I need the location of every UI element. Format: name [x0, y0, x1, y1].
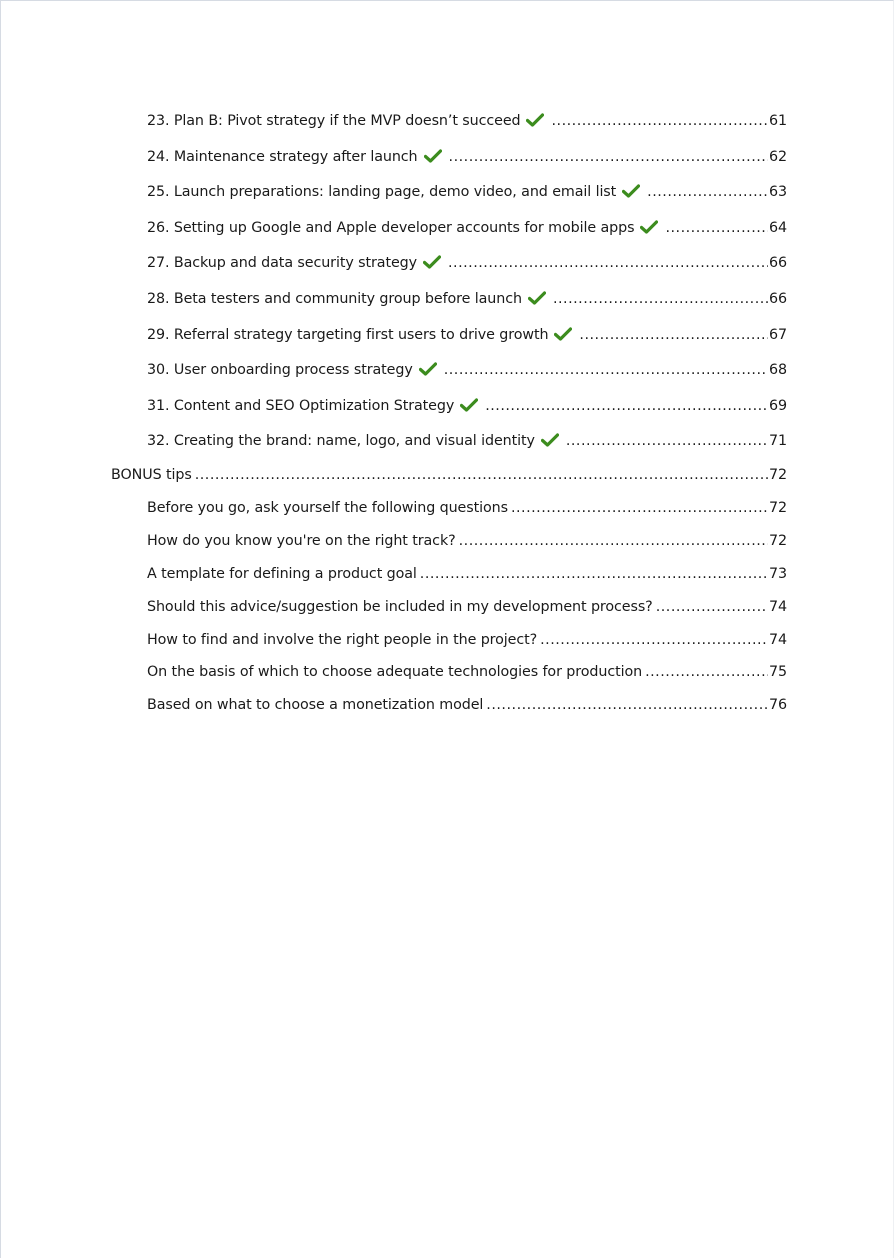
dot-leader	[540, 632, 768, 648]
toc-entry[interactable]	[111, 182, 787, 218]
dot-leader	[485, 398, 768, 414]
toc-page-number: 74	[769, 631, 787, 648]
toc-entry-title: 30. User onboarding process strategy	[147, 362, 413, 379]
dot-leader	[656, 599, 768, 615]
check-mark-icon	[423, 255, 441, 269]
toc-section-bonus-tips[interactable]	[111, 467, 787, 500]
toc-page-number: 72	[769, 532, 787, 549]
toc-page-number: 72	[769, 499, 787, 516]
toc-entry[interactable]	[111, 325, 787, 361]
toc-page-number: 61	[769, 113, 787, 129]
toc-page-number: 75	[769, 664, 787, 681]
check-mark-icon	[526, 113, 544, 127]
dot-leader	[553, 291, 768, 307]
toc-page-number: 73	[769, 565, 787, 582]
toc-entry[interactable]	[111, 533, 787, 566]
toc-page-number: 64	[769, 219, 787, 236]
toc-section-title: BONUS tips	[111, 466, 192, 483]
check-mark-icon	[640, 220, 658, 234]
toc-entry-title: 23. Plan B: Pivot strategy if the MVP doesn’t succeed	[147, 113, 521, 129]
check-mark-icon	[528, 291, 546, 305]
toc-entry-title: Based on what to choose a monetization model	[147, 697, 484, 714]
dot-leader	[579, 327, 768, 343]
toc-page-number: 67	[769, 326, 787, 343]
toc-entry[interactable]	[111, 289, 787, 325]
dot-leader	[195, 467, 768, 483]
check-mark-icon	[424, 149, 442, 163]
dot-leader	[449, 149, 768, 165]
check-mark-icon	[541, 433, 559, 447]
toc-entry-title: Should this advice/suggestion be included in my development process?	[147, 598, 653, 615]
toc-page-number: 66	[769, 255, 787, 272]
toc-page-number: 62	[769, 148, 787, 165]
dot-leader	[647, 184, 768, 200]
toc-entry-title: 27. Backup and data security strategy	[147, 255, 417, 272]
toc-page-number: 72	[769, 466, 787, 483]
toc-entry-title: 31. Content and SEO Optimization Strategy	[147, 397, 455, 414]
check-mark-icon	[554, 327, 572, 341]
toc-entry[interactable]	[111, 218, 787, 254]
toc-entry[interactable]	[111, 599, 787, 632]
toc-entry-title: 28. Beta testers and community group before launch	[147, 290, 522, 307]
toc-page-number: 68	[769, 362, 787, 379]
toc-entry[interactable]	[111, 360, 787, 396]
dot-leader	[511, 500, 768, 516]
dot-leader	[566, 433, 768, 449]
toc-page-number: 74	[769, 598, 787, 615]
toc-entry[interactable]	[111, 147, 787, 183]
toc-page-number: 71	[769, 433, 787, 450]
toc-entry-title: 26. Setting up Google and Apple developer accounts for mobile apps	[147, 219, 635, 236]
dot-leader	[665, 220, 768, 236]
toc-entry[interactable]	[111, 697, 787, 730]
toc-entry[interactable]	[111, 253, 787, 289]
check-mark-icon	[460, 398, 478, 412]
toc-entry-title: How to find and involve the right people in the project?	[147, 631, 538, 648]
toc-entry-title: A template for defining a product goal	[147, 565, 417, 582]
dot-leader	[459, 533, 768, 549]
toc-entry[interactable]	[111, 664, 787, 697]
dot-leader	[645, 664, 768, 680]
toc-entry-title: Before you go, ask yourself the following questions	[147, 499, 508, 516]
check-mark-icon	[419, 362, 437, 376]
toc-entry-title: 32. Creating the brand: name, logo, and visual identity	[147, 433, 535, 450]
dot-leader	[444, 362, 768, 378]
toc-entry-title: How do you know you're on the right track?	[147, 532, 456, 549]
dot-leader	[448, 255, 768, 271]
toc-entry-title: 25. Launch preparations: landing page, demo video, and email list	[147, 184, 617, 201]
toc-page-number: 76	[769, 697, 787, 714]
toc-page-number: 66	[769, 290, 787, 307]
toc-entry[interactable]	[111, 396, 787, 432]
toc-entry[interactable]	[111, 500, 787, 533]
toc-page-number: 69	[769, 397, 787, 414]
toc-entry-title: 24. Maintenance strategy after launch	[147, 148, 418, 165]
toc-page-number: 63	[769, 184, 787, 201]
toc-entry[interactable]	[111, 566, 787, 599]
toc-entry-title: On the basis of which to choose adequate technologies for production	[147, 664, 643, 681]
toc-entry[interactable]	[111, 111, 787, 147]
toc-entry[interactable]	[111, 632, 787, 665]
table-of-contents	[111, 111, 787, 730]
dot-leader	[420, 566, 768, 582]
toc-entry[interactable]	[111, 431, 787, 467]
toc-entry-title: 29. Referral strategy targeting first users to drive growth	[147, 326, 549, 343]
dot-leader	[486, 697, 768, 713]
dot-leader	[551, 113, 768, 129]
check-mark-icon	[622, 184, 640, 198]
